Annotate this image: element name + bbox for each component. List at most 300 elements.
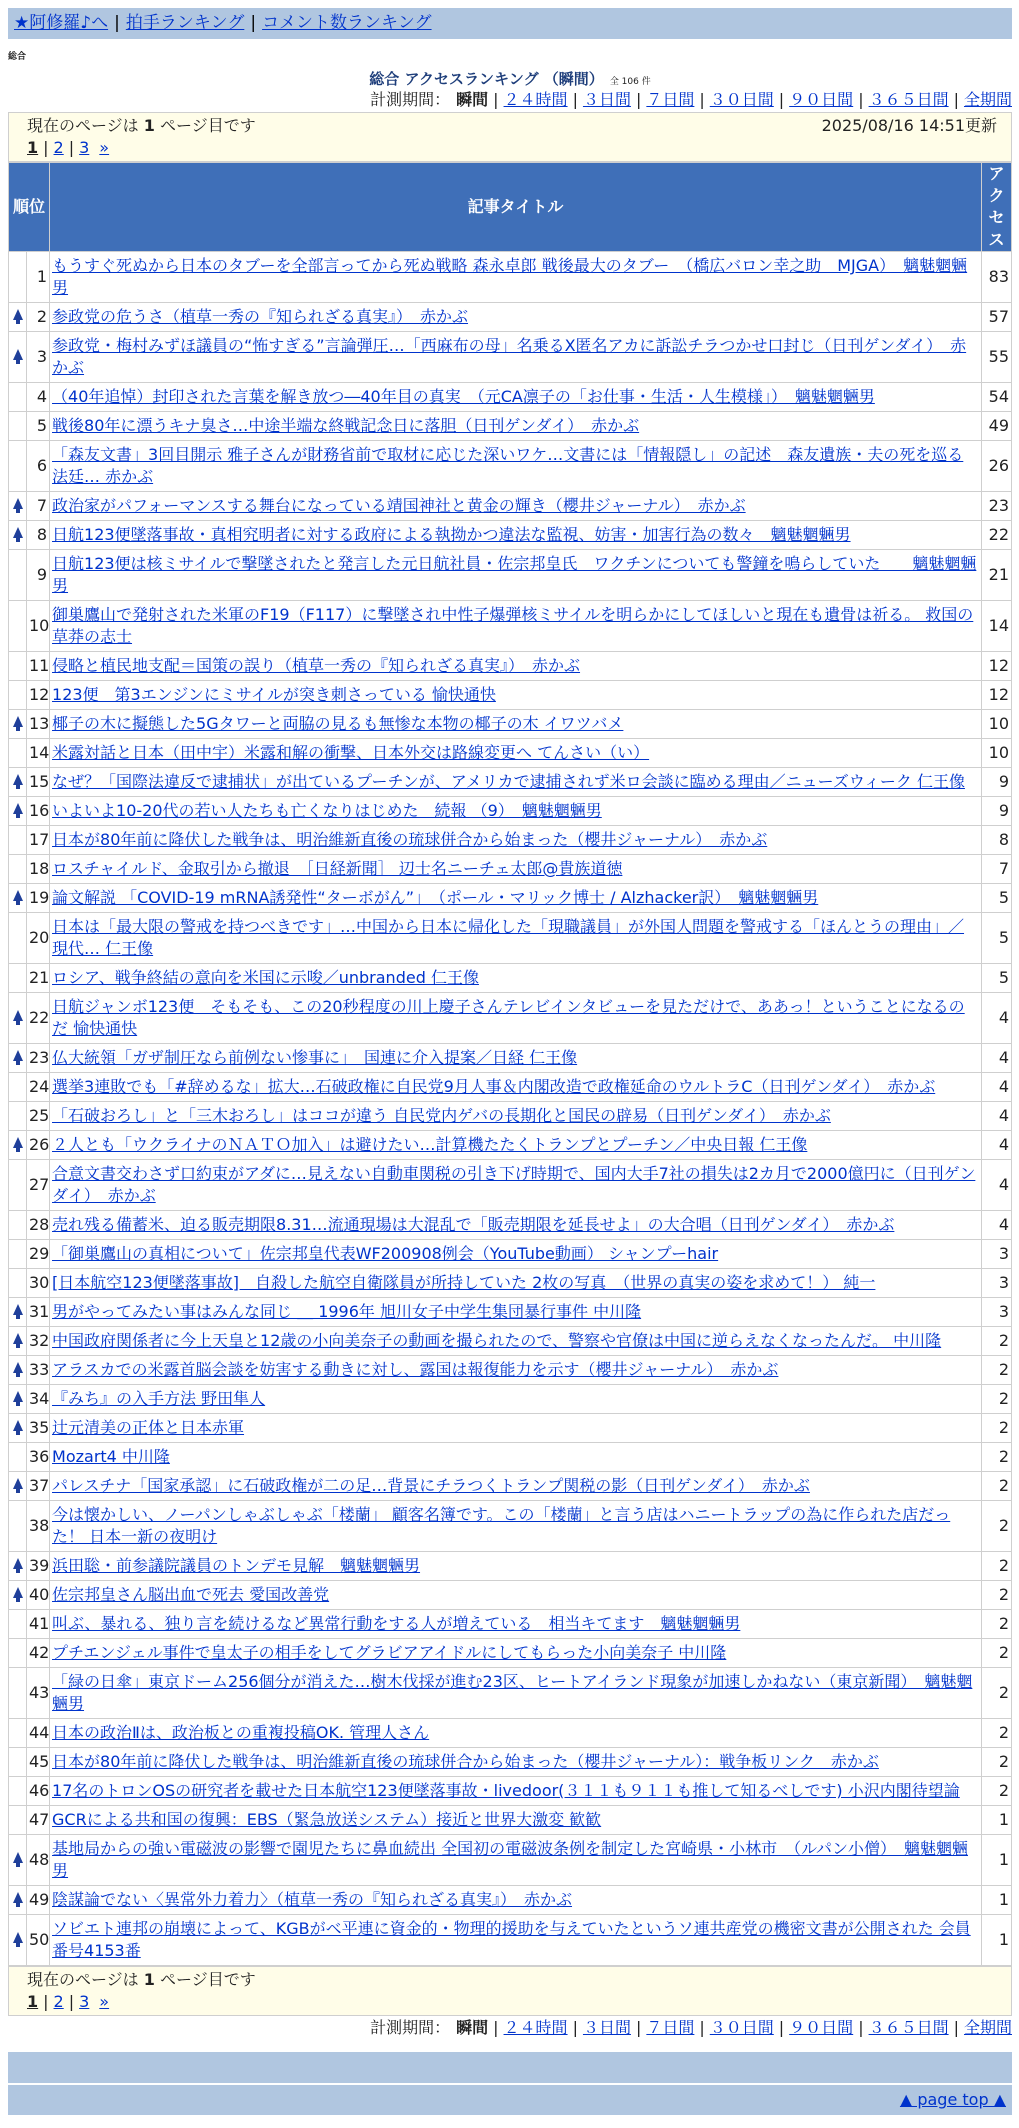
- access-count: 5: [982, 964, 1012, 993]
- access-count: 5: [982, 884, 1012, 913]
- table-row: [9, 1298, 1012, 1327]
- rank-change-cell: [9, 492, 27, 521]
- table-row: [9, 768, 1012, 797]
- period-separator: |: [572, 90, 578, 109]
- table-row: [9, 1886, 1012, 1915]
- period-separator: |: [572, 2018, 578, 2037]
- article-title-link[interactable]: [日本航空123便墜落事故] 自殺した航空自衛隊員が所持していた 2枚の写真 （世界の真実の姿を求めて！） 純一: [52, 1273, 876, 1292]
- title-cell: [50, 964, 982, 993]
- article-title-link[interactable]: 浜田聡・前参議院議員のトンデモ見解 魑魅魍魎男: [52, 1556, 421, 1575]
- article-title-link[interactable]: 「森友文書」3回目開示 雅子さんが財務省前で取材に応じた深いワケ…文書には「情報隠し」の記述 森友遺族・夫の死を巡る法廷… 赤かぶ: [52, 445, 964, 486]
- rank-change-cell: [9, 441, 27, 492]
- rank-change-cell: [9, 1748, 27, 1777]
- title-header: 記事タイトル: [50, 163, 982, 252]
- table-row: [9, 1472, 1012, 1501]
- access-count: 4: [982, 1131, 1012, 1160]
- rank-number: 12: [27, 681, 50, 710]
- access-count: 7: [982, 855, 1012, 884]
- comment-ranking-link[interactable]: コメント数ランキング: [262, 13, 432, 33]
- title-cell: [50, 1668, 982, 1719]
- article-title-link[interactable]: 中国政府関係者に今上天皇と12歳の小向美奈子の動画を撮られたので、警察や官僚は中国に逆らえなくなったんだ。 中川隆: [52, 1331, 942, 1350]
- table-row: [9, 1414, 1012, 1443]
- table-row: [9, 1777, 1012, 1806]
- access-header: アクセス: [982, 163, 1012, 252]
- rank-number: 34: [27, 1385, 50, 1414]
- arrow-up-icon: [13, 1333, 23, 1344]
- table-row: [9, 1610, 1012, 1639]
- article-title-link[interactable]: 日航123便墜落事故・真相究明者に対する政府による執拗かつ違法な監視、妨害・加害行為の数々 魑魅魍魎男: [52, 525, 851, 544]
- footer-bar: [8, 2052, 1012, 2083]
- period-current: 瞬間: [456, 2018, 489, 2037]
- access-count: 2: [982, 1581, 1012, 1610]
- access-count: 4: [982, 993, 1012, 1044]
- access-count: 8: [982, 826, 1012, 855]
- title-cell: [50, 1777, 982, 1806]
- period-option-link[interactable]: ２４時間: [503, 2018, 568, 2037]
- table-row: [9, 1668, 1012, 1719]
- table-row: [9, 1835, 1012, 1886]
- period-option-link[interactable]: ３日間: [582, 90, 631, 109]
- table-row: [9, 1443, 1012, 1472]
- article-title-link[interactable]: 男がやってみたい事はみんな同じ ＿ 1996年 旭川女子中学生集団暴行事件 中川隆: [52, 1302, 642, 1321]
- arrow-up-icon: [13, 1892, 23, 1903]
- arrow-up-icon: [13, 1558, 23, 1569]
- rank-change-cell: [9, 1610, 27, 1639]
- article-title-link[interactable]: プチエンジェル事件で皇太子の相手をしてグラビアアイドルにしてもらった小向美奈子 中川隆: [52, 1643, 727, 1662]
- article-title-link[interactable]: もうすぐ死ぬから日本のタブーを全部言ってから死ぬ戦略 森永卓郎 戦後最大のタブー （橋広バロン幸之助 MJGA） 魑魅魍魎男: [52, 256, 968, 297]
- article-title-link[interactable]: 参政党・梅村みずほ議員の“怖すぎる”言論弾圧…「西麻布の母」名乗るX匿名アカに訴訟チラつかせ口封じ（日刊ゲンダイ） 赤かぶ: [52, 336, 967, 377]
- rank-change-cell: [9, 303, 27, 332]
- article-title-link[interactable]: ロスチャイルド、金取引から撤退 ［日経新聞］ 辺士名ニーチェ太郎@貴族道徳: [52, 859, 623, 878]
- article-title-link[interactable]: 日航ジャンボ123便 そもそも、この20秒程度の川上慶子さんテレビインタビューを見ただけで、ああっ！ということになるのだ 愉快通快: [52, 997, 965, 1038]
- rank-number: 46: [27, 1777, 50, 1806]
- title-cell: [50, 1211, 982, 1240]
- title-cell: [50, 332, 982, 383]
- title-cell: [50, 412, 982, 441]
- title-cell: [50, 1298, 982, 1327]
- period-separator: |: [635, 90, 642, 109]
- period-option-link[interactable]: ３日間: [582, 2018, 631, 2037]
- article-title-link[interactable]: 日本の政治Ⅱは、政治板との重複投稿OK. 管理人さん: [52, 1723, 430, 1742]
- next-page-link[interactable]: »: [99, 138, 110, 157]
- rank-number: 7: [27, 492, 50, 521]
- rank-change-cell: [9, 1443, 27, 1472]
- rank-change-cell: [9, 913, 27, 964]
- period-option-link[interactable]: ９０日間: [789, 2018, 854, 2037]
- rank-number: 24: [27, 1073, 50, 1102]
- rank-change-cell: [9, 884, 27, 913]
- page-top-link[interactable]: ▲ page top ▲: [899, 2090, 1006, 2109]
- rank-change-cell: [9, 964, 27, 993]
- arrow-up-icon: [13, 1478, 23, 1489]
- article-title-link[interactable]: 佐宗邦皇さん脳出血で死去 愛国改善党: [52, 1585, 330, 1604]
- access-count: 2: [982, 1610, 1012, 1639]
- table-row: [9, 964, 1012, 993]
- table-row: [9, 797, 1012, 826]
- rank-number: 2: [27, 303, 50, 332]
- article-title-link[interactable]: 合意文書交わさず口約束がアダに…見えない自動車関税の引き下げ時期で、国内大手7社の損失は2カ月で2000億円に（日刊ゲンダイ） 赤かぶ: [52, 1164, 976, 1205]
- page-separator: |: [43, 138, 49, 157]
- rank-change-cell: [9, 1044, 27, 1073]
- period-option-link[interactable]: 全期間: [963, 90, 1012, 109]
- article-title-link[interactable]: 「緑の日傘」東京ドーム256個分が消えた…樹木伐採が進む23区、ヒートアイランド現象が加速しかねない（東京新聞） 魑魅魍魎男: [52, 1672, 973, 1713]
- article-title-link[interactable]: 侵略と植民地支配＝国策の誤り（植草一秀の『知られざる真実』） 赤かぶ: [52, 656, 581, 675]
- arrow-up-icon: [13, 1852, 23, 1863]
- access-count: 12: [982, 652, 1012, 681]
- rank-change-cell: [9, 681, 27, 710]
- article-title-link[interactable]: ソビエト連邦の崩壊によって、KGBがベ平連に資金的・物理的援助を与えていたというソ連共産党の機密文書が公開された 会員番号4153番: [52, 1919, 971, 1960]
- period-separator: |: [953, 90, 959, 109]
- title-cell: [50, 1044, 982, 1073]
- title-cell: [50, 913, 982, 964]
- table-row: [9, 1240, 1012, 1269]
- period-option-link[interactable]: 全期間: [963, 2018, 1012, 2037]
- applause-ranking-link[interactable]: 拍手ランキング: [125, 13, 245, 33]
- rank-number: 8: [27, 521, 50, 550]
- access-count: 14: [982, 601, 1012, 652]
- article-title-link[interactable]: 『みち』の入手方法 野田隼人: [52, 1389, 266, 1408]
- page-top-bar: [8, 2085, 1012, 2115]
- rank-change-cell: [9, 412, 27, 441]
- rank-change-cell: [9, 1160, 27, 1211]
- table-row: [9, 550, 1012, 601]
- access-count: 83: [982, 252, 1012, 303]
- access-count: 1: [982, 1835, 1012, 1886]
- title-cell: [50, 521, 982, 550]
- rank-number: 35: [27, 1414, 50, 1443]
- period-separator: |: [858, 90, 864, 109]
- title-cell: [50, 601, 982, 652]
- access-count: 3: [982, 1240, 1012, 1269]
- article-title-link[interactable]: 仏大統領「ガザ制圧なら前例ない惨事に」 国連に介入提案／日経 仁王像: [52, 1048, 578, 1067]
- rank-change-cell: [9, 1356, 27, 1385]
- title-cell: [50, 303, 982, 332]
- article-title-link[interactable]: 椰子の木に擬態した5Gタワーと両脇の見るも無惨な本物の椰子の木 イワツバメ: [52, 714, 624, 733]
- article-title-link[interactable]: 今は懐かしい、ノーパンしゃぶしゃぶ「楼蘭」 顧客名簿です。この「楼蘭」と言う店はハニートラップの為に作られた店だった！ 日本一新の夜明け: [52, 1505, 951, 1546]
- pager-top: [8, 112, 1012, 162]
- access-count: 22: [982, 521, 1012, 550]
- period-separator: |: [778, 90, 785, 109]
- period-separator: |: [493, 90, 499, 109]
- nav-separator: |: [114, 13, 120, 33]
- title-cell: [50, 1835, 982, 1886]
- rank-number: 31: [27, 1298, 50, 1327]
- rank-number: 15: [27, 768, 50, 797]
- title-cell: [50, 826, 982, 855]
- page-link[interactable]: 2: [53, 138, 64, 157]
- rank-change-cell: [9, 601, 27, 652]
- access-count: 2: [982, 1385, 1012, 1414]
- article-title-link[interactable]: Mozart4 中川隆: [52, 1447, 170, 1466]
- table-row: [9, 1160, 1012, 1211]
- rank-number: 22: [27, 993, 50, 1044]
- rank-number: 37: [27, 1472, 50, 1501]
- access-count: 3: [982, 1269, 1012, 1298]
- article-title-link[interactable]: 123便 第3エンジンにミサイルが突き刺さっている 愉快通快: [52, 685, 496, 704]
- nav-separator: |: [250, 13, 257, 33]
- title-cell: [50, 1552, 982, 1581]
- rank-change-cell: [9, 550, 27, 601]
- rank-change-cell: [9, 710, 27, 739]
- access-count: 4: [982, 1211, 1012, 1240]
- access-count: 3: [982, 1298, 1012, 1327]
- table-row: [9, 1211, 1012, 1240]
- access-count: 10: [982, 739, 1012, 768]
- rank-change-cell: [9, 521, 27, 550]
- access-count: 9: [982, 768, 1012, 797]
- period-option-link[interactable]: ７日間: [646, 2018, 695, 2037]
- rank-change-cell: [9, 739, 27, 768]
- page-separator: |: [68, 1992, 75, 2011]
- article-title-link[interactable]: 日本が80年前に降伏した戦争は、明治維新直後の琉球併合から始まった（櫻井ジャーナル） 赤かぶ: [52, 830, 768, 849]
- page-link[interactable]: 3: [79, 138, 90, 157]
- current-page-text: 現在のページは 1 ページ目です: [27, 116, 256, 135]
- rank-number: 23: [27, 1044, 50, 1073]
- access-count: 2: [982, 1443, 1012, 1472]
- article-title-link[interactable]: 論文解説 「COVID-19 mRNA誘発性“ターボがん”」 （ポール・マリック博士 / Alzhacker訳） 魑魅魍魎男: [52, 888, 819, 907]
- rank-number: 4: [27, 383, 50, 412]
- article-title-link[interactable]: 「石破おろし」と「三木おろし」はココが違う 自民党内ゲバの長期化と国民の辟易（日刊ゲンダイ） 赤かぶ: [52, 1106, 831, 1125]
- article-title-link[interactable]: 陰謀論でない〈異常外力着力〉（植草一秀の『知られざる真実』） 赤かぶ: [52, 1890, 573, 1909]
- access-count: 1: [982, 1806, 1012, 1835]
- arrow-up-icon: [13, 498, 23, 509]
- table-row: [9, 993, 1012, 1044]
- article-title-link[interactable]: 政治家がパフォーマンスする舞台になっている靖国神社と黄金の輝き（櫻井ジャーナル） 赤かぶ: [52, 496, 746, 515]
- period-separator: |: [699, 90, 705, 109]
- rank-number: 29: [27, 1240, 50, 1269]
- title-cell: [50, 768, 982, 797]
- article-title-link[interactable]: 17名のトロンOSの研究者を載せた日本航空123便墜落事故・livedoor(３１１も９１１も推して知るべしです) 小沢内閣待望論: [52, 1781, 960, 1800]
- table-row: [9, 1719, 1012, 1748]
- article-title-link[interactable]: 売れ残る備蓄米、迫る販売期限8.31…流通現場は大混乱で「販売期限を延長せよ」の大合唱（日刊ゲンダイ） 赤かぶ: [52, 1215, 895, 1234]
- access-count: 21: [982, 550, 1012, 601]
- title-cell: [50, 681, 982, 710]
- article-title-link[interactable]: 日本が80年前に降伏した戦争は、明治維新直後の琉球併合から始まった（櫻井ジャーナル）：戦争板リンク 赤かぶ: [52, 1752, 879, 1771]
- period-option-link[interactable]: ２４時間: [503, 90, 568, 109]
- rank-number: 45: [27, 1748, 50, 1777]
- rank-change-cell: [9, 1639, 27, 1668]
- access-count: 2: [982, 1639, 1012, 1668]
- rank-number: 11: [27, 652, 50, 681]
- arrow-up-icon: [13, 1587, 23, 1598]
- rank-number: 27: [27, 1160, 50, 1211]
- rank-number: 33: [27, 1356, 50, 1385]
- period-separator: |: [493, 2018, 499, 2037]
- page-title-text: 総合 アクセスランキング （瞬間）: [369, 70, 604, 88]
- rank-change-cell: [9, 1552, 27, 1581]
- access-count: 5: [982, 913, 1012, 964]
- title-cell: [50, 1414, 982, 1443]
- rank-number: 26: [27, 1131, 50, 1160]
- rank-number: 9: [27, 550, 50, 601]
- article-title-link[interactable]: なぜ？「国際法違反で逮捕状」が出ているプーチンが、アメリカで逮捕されず米ロ会談に臨める理由／ニューズウィーク 仁王像: [52, 772, 965, 791]
- updated-timestamp: 2025/08/16 14:51更新: [821, 116, 997, 135]
- page-title: [8, 68, 1012, 88]
- period-separator: |: [778, 2018, 785, 2037]
- rank-number: 32: [27, 1327, 50, 1356]
- article-title-link[interactable]: 米露対話と日本（田中宇）米露和解の衝撃、日本外交は路線変更へ てんさい（い）: [52, 743, 650, 762]
- rank-header: 順位: [9, 163, 50, 252]
- article-title-link[interactable]: いよいよ10-20代の若い人たちも亡くなりはじめた 続報 （9） 魑魅魍魎男: [52, 801, 602, 820]
- table-row: [9, 1581, 1012, 1610]
- rank-number: 17: [27, 826, 50, 855]
- article-title-link[interactable]: GCRによる共和国の復興：EBS（緊急放送システム）接近と世界大激変 歓歓: [52, 1810, 602, 1829]
- rank-change-cell: [9, 1073, 27, 1102]
- rank-number: 49: [27, 1886, 50, 1915]
- table-row: [9, 1385, 1012, 1414]
- rank-number: 30: [27, 1269, 50, 1298]
- rank-change-cell: [9, 1777, 27, 1806]
- access-count: 4: [982, 1160, 1012, 1211]
- rank-change-cell: [9, 1385, 27, 1414]
- period-current: 瞬間: [456, 90, 489, 109]
- rank-change-cell: [9, 383, 27, 412]
- rank-number: 21: [27, 964, 50, 993]
- article-title-link[interactable]: 基地局からの強い電磁波の影響で園児たちに鼻血続出 全国初の電磁波条例を制定した宮崎県・小林市 （ルパン小僧） 魑魅魍魎男: [52, 1839, 968, 1880]
- table-row: [9, 652, 1012, 681]
- table-row: [9, 1131, 1012, 1160]
- article-title-link[interactable]: アラスカでの米露首脳会談を妨害する動きに対し、露国は報復能力を示す（櫻井ジャーナル） 赤かぶ: [52, 1360, 779, 1379]
- access-count: 23: [982, 492, 1012, 521]
- title-cell: [50, 1073, 982, 1102]
- title-cell: [50, 993, 982, 1044]
- rank-change-cell: [9, 1835, 27, 1886]
- title-cell: [50, 1472, 982, 1501]
- arrow-up-icon: [13, 1391, 23, 1402]
- table-row: [9, 826, 1012, 855]
- period-option-link[interactable]: ３０日間: [709, 90, 774, 109]
- table-row: [9, 521, 1012, 550]
- access-count: 10: [982, 710, 1012, 739]
- rank-change-cell: [9, 1211, 27, 1240]
- article-title-link[interactable]: 叫ぶ、暴れる、独り言を続けるなど異常行動をする人が増えている 相当キてます 魑魅魍魎男: [52, 1614, 741, 1633]
- period-separator: |: [635, 2018, 642, 2037]
- rank-change-cell: [9, 1886, 27, 1915]
- table-row: [9, 855, 1012, 884]
- access-count: 4: [982, 1044, 1012, 1073]
- rank-number: 28: [27, 1211, 50, 1240]
- table-row: [9, 710, 1012, 739]
- article-title-link[interactable]: 日本は「最大限の警戒を持つべきです」…中国から日本に帰化した「現職議員」が外国人問題を警戒する「ほんとうの理由」／現代… 仁王像: [52, 917, 965, 958]
- rank-change-cell: [9, 1581, 27, 1610]
- page-current: 1: [27, 1992, 39, 2011]
- home-link[interactable]: ★阿修羅♪へ: [14, 13, 109, 33]
- table-row: [9, 252, 1012, 303]
- access-count: 2: [982, 1552, 1012, 1581]
- access-count: 2: [982, 1748, 1012, 1777]
- period-selector-top: [8, 88, 1012, 112]
- rank-number: 42: [27, 1639, 50, 1668]
- page-links: [27, 1991, 997, 2013]
- title-cell: [50, 710, 982, 739]
- rank-change-cell: [9, 1102, 27, 1131]
- arrow-up-icon: [13, 1050, 23, 1061]
- article-title-link[interactable]: 日航123便は核ミサイルで撃墜されたと発言した元日航社員・佐宗邦皇氏 ワクチンについても警鐘を鳴らしていた 魑魅魍魎男: [52, 554, 977, 595]
- arrow-up-icon: [13, 1137, 23, 1148]
- article-title-link[interactable]: ロシア、戦争終結の意向を米国に示唆／unbranded 仁王像: [52, 968, 479, 987]
- table-row: [9, 1356, 1012, 1385]
- title-cell: [50, 884, 982, 913]
- period-option-link[interactable]: ９０日間: [789, 90, 854, 109]
- article-title-link[interactable]: ２人とも「ウクライナのＮＡＴＯ加入」は避けたい…計算機たたくトランプとプーチン／中央日報 仁王像: [52, 1135, 808, 1154]
- period-option-link[interactable]: ３６５日間: [868, 90, 949, 109]
- rank-number: 3: [27, 332, 50, 383]
- article-title-link[interactable]: 参政党の危うさ（植草一秀の『知られざる真実』） 赤かぶ: [52, 307, 469, 326]
- article-title-link[interactable]: 戦後80年に漂うキナ臭さ…中途半端な終戦記念日に落胆（日刊ゲンダイ） 赤かぶ: [52, 416, 640, 435]
- article-title-link[interactable]: 「御巣鷹山の真相について」佐宗邦皇代表WF200908例会（YouTube動画） シャンプーhair: [52, 1244, 719, 1263]
- access-count: 55: [982, 332, 1012, 383]
- arrow-up-icon: [13, 1932, 23, 1943]
- access-count: 12: [982, 681, 1012, 710]
- arrow-up-icon: [13, 1420, 23, 1431]
- rank-number: 41: [27, 1610, 50, 1639]
- access-count: 4: [982, 1073, 1012, 1102]
- rank-change-cell: [9, 1501, 27, 1552]
- rank-change-cell: [9, 826, 27, 855]
- access-count: 1: [982, 1886, 1012, 1915]
- rank-change-cell: [9, 855, 27, 884]
- table-row: [9, 884, 1012, 913]
- title-cell: [50, 252, 982, 303]
- title-cell: [50, 1748, 982, 1777]
- article-title-link[interactable]: 選挙3連敗でも「#辞めるな」拡大…石破政権に自民党9月人事＆内閣改造で政権延命のウルトラC（日刊ゲンダイ） 赤かぶ: [52, 1077, 936, 1096]
- title-cell: [50, 492, 982, 521]
- top-navigation: [8, 8, 1012, 39]
- table-row: [9, 412, 1012, 441]
- table-row: [9, 492, 1012, 521]
- article-title-link[interactable]: 辻元清美の正体と日本赤軍: [52, 1418, 245, 1437]
- table-row: [9, 1327, 1012, 1356]
- title-cell: [50, 652, 982, 681]
- rank-change-cell: [9, 1668, 27, 1719]
- page-link[interactable]: 3: [79, 1992, 90, 2011]
- title-cell: [50, 1581, 982, 1610]
- table-row: [9, 681, 1012, 710]
- rank-change-cell: [9, 1915, 27, 1966]
- title-cell: [50, 550, 982, 601]
- table-row: [9, 1073, 1012, 1102]
- article-title-link[interactable]: パレスチナ「国家承認」に石破政権が二の足…背景にチラつくトランプ関税の影（日刊ゲンダイ） 赤かぶ: [52, 1476, 810, 1495]
- rank-number: 14: [27, 739, 50, 768]
- article-title-link[interactable]: （40年追悼）封印された言葉を解き放つ―40年目の真実 （元CA凛子の「お仕事・生活・人生模様」） 魑魅魍魎男: [52, 387, 875, 406]
- period-separator: |: [858, 2018, 864, 2037]
- page-link[interactable]: 2: [53, 1992, 64, 2011]
- title-cell: [50, 1160, 982, 1211]
- access-count: 57: [982, 303, 1012, 332]
- access-count: 2: [982, 1472, 1012, 1501]
- period-option-link[interactable]: ３６５日間: [868, 2018, 949, 2037]
- rank-change-cell: [9, 1327, 27, 1356]
- period-separator: |: [699, 2018, 705, 2037]
- access-count: 54: [982, 383, 1012, 412]
- access-count: 2: [982, 1501, 1012, 1552]
- arrow-up-icon: [13, 803, 23, 814]
- period-separator: |: [953, 2018, 959, 2037]
- period-option-link[interactable]: ３０日間: [709, 2018, 774, 2037]
- article-title-link[interactable]: 御巣鷹山で発射された米軍のF19（F117）に撃墜され中性子爆弾核ミサイルを明らかにしてほしいと現在も遺骨は祈る。 救国の草莽の志士: [52, 605, 974, 646]
- title-cell: [50, 1269, 982, 1298]
- access-count: 9: [982, 797, 1012, 826]
- ranking-table: [8, 162, 1012, 1966]
- title-cell: [50, 1102, 982, 1131]
- title-cell: [50, 1719, 982, 1748]
- arrow-up-icon: [13, 349, 23, 360]
- rank-change-cell: [9, 252, 27, 303]
- period-option-link[interactable]: ７日間: [646, 90, 695, 109]
- next-page-link[interactable]: »: [99, 1992, 110, 2011]
- title-cell: [50, 441, 982, 492]
- rank-number: 36: [27, 1443, 50, 1472]
